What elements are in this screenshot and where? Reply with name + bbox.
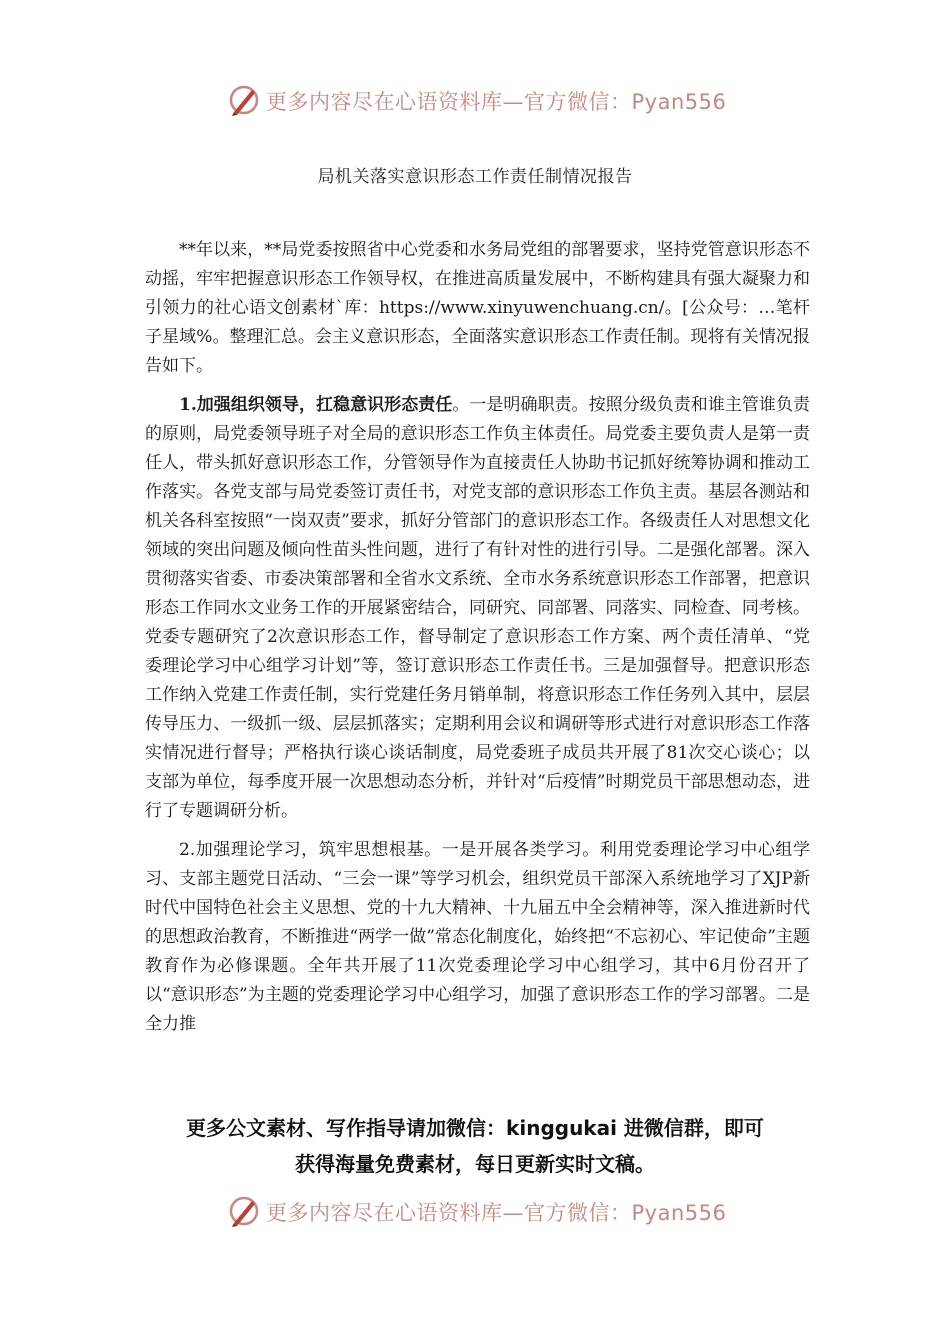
watermark-text: 更多内容尽在心语资料库—官方微信：Pyan556 bbox=[266, 90, 727, 114]
paragraph-section-1 bbox=[145, 391, 810, 826]
paragraph-intro: **年以来，**局党委按照省中心党委和水务局党组的部署要求，坚持党管意识形态不动摇，牢牢把握意识形态工作领导权，在推进高质量发展中，不断构建具有强大凝聚力和引领力的社心语文创素材`库：https://www.xinyuwenchuang.cn/。[公众号：…笔杆子星域%。整理汇总。会主义意识形态，全面落实意识形态工作责任制。现将有关情况报告如下。 bbox=[145, 240, 810, 376]
watermark-text: 更多内容尽在心语资料库—官方微信：Pyan556 bbox=[266, 1201, 727, 1225]
section-1-text: 。一是明确职责。按照分级负责和谁主管谁负责的原则，局党委领导班子对全局的意识形态工作负主体责任。局党委主要负责人是第一责任人，带头抓好意识形态工作，分管领导作为直接责任人协助书记抓好统筹协调和推动工作落实。各党支部与局党委签订责任书，对党支部的意识形态工作负主责。基层各测站和机关各科室按照“一岗双责”要求，抓好分管部门的意识形态工作。各级责任人对思想文化领域的突出问题及倾向性苗头性问题，进行了有针对性的进行引导。二是强化部署。深入贯彻落实省委、市委决策部署和全省水文系统、全市水务系统意识形态工作部署，把意识形态工作同水文业务工作的开展紧密结合，同研究、同部署、同落实、同检查、同考核。党委专题研究了2次意识形态工作，督导制定了意识形态工作方案、两个责任清单、“党委理论学习中心组学习计划”等，签订意识形态工作责任书。三是加强督导。把意识形态工作纳入党建工作责任制，实行党建任务月销单制，将意识形态工作任务列入其中，层层传导压力、一级抓一级、层层抓落实；定期利用会议和调研等形式进行对意识形态工作落实情况进行督导；严格执行谈心谈话制度，局党委班子成员共开展了81次交心谈心；以支部为单位，每季度开展一次思想动态分析，并针对“后疫情”时期党员干部思想动态，进行了专题调研分析。 bbox=[145, 395, 811, 821]
promo-line-2: 获得海量免费素材，每日更新实时文稿。 bbox=[295, 1152, 655, 1176]
pen-circle-logo-icon bbox=[226, 1193, 262, 1229]
document-title: 局机关落实意识形态工作责任制情况报告 bbox=[317, 167, 633, 187]
footer-watermark-banner bbox=[0, 1191, 950, 1231]
pen-circle-logo-icon bbox=[226, 82, 262, 118]
header-watermark-banner bbox=[0, 80, 950, 120]
section-1-heading: 1.加强组织领导，扛稳意识形态责任 bbox=[179, 395, 453, 415]
promo-line-1: 更多公文素材、写作指导请加微信：kinggukai 进微信群，即可 bbox=[186, 1116, 764, 1140]
document-body bbox=[145, 236, 810, 1049]
paragraph-section-2: 2.加强理论学习，筑牢思想根基。一是开展各类学习。利用党委理论学习中心组学习、支部主题党日活动、“三会一课”等学习机会，组织党员干部深入系统地学习了XJP新时代中国特色社会主义思想、党的十九大精神、十九届五中全会精神等，深入推进新时代的思想政治教育，不断推进“两学一做”常态化制度化，始终把“不忘初心、牢记使命”主题教育作为必修课题。全年共开展了11次党委理论学习中心组学习，其中6月份召开了以“意识形态”为主题的党委理论学习中心组学习，加强了意识形态工作的学习部署。二是全力推 bbox=[145, 840, 810, 1034]
promo-notice bbox=[0, 1110, 950, 1182]
